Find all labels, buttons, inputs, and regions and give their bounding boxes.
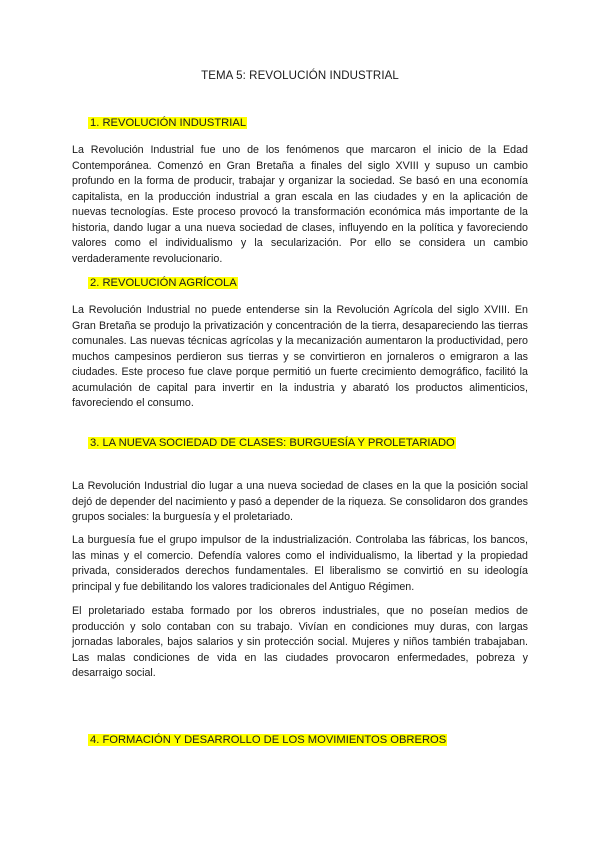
section-heading-3-text: 3. LA NUEVA SOCIEDAD DE CLASES: BURGUESÍA Y PROLETARIADO bbox=[90, 437, 455, 449]
section-3-paragraph-3: El proletariado estaba formado por los obreros industriales, que no poseían medios de producción y solo contaban con su trabajo. Vivían en condiciones muy duras, con largas jornadas laborales, bajos salarios y sin protección social. Mujeres y niños también trabajaban. Las malas condiciones de vida en las ciudades provocaron enfermedades, pobreza y desarraigo social. bbox=[72, 605, 528, 679]
document-title: TEMA 5: REVOLUCIÓN INDUSTRIAL bbox=[201, 70, 399, 82]
section-3-paragraph-2: La burguesía fue el grupo impulsor de la industrialización. Controlaba las fábricas, los bancos, las minas y el comercio. Defendía valores como el individualismo, la libertad y la propiedad privada, considerados derechos fundamentales. El liberalismo se convirtió en su ideología principal y fue debilitando los valores tradicionales del Antiguo Régimen. bbox=[72, 534, 528, 593]
section-heading-4-text: 4. FORMACIÓN Y DESARROLLO DE LOS MOVIMIENTOS OBREROS bbox=[90, 734, 447, 746]
section-heading-1 bbox=[88, 116, 247, 131]
section-heading-2 bbox=[88, 276, 238, 291]
section-3-paragraph-1: La Revolución Industrial dio lugar a una nueva sociedad de clases en la que la posición social dejó de depender del nacimiento y pasó a depender de la riqueza. Se consolidaron dos grandes grupos sociales: la burguesía y el proletariado. bbox=[72, 480, 528, 523]
section-1-paragraph-1: La Revolución Industrial fue uno de los fenómenos que marcaron el inicio de la Edad Contemporánea. Comenzó en Gran Bretaña a finales del siglo XVIII y supuso un cambio profundo en la forma de producir, trabajar y organizar la sociedad. Se basó en una economía capitalista, en la producción industrial a gran escala en las ciudades y en la aplicación de nuevas tecnologías. Este proceso provocó la transformación económica más importante de la historia, dando lugar a una nueva sociedad de clases, influyendo en la política y favoreciendo valores como el individualismo y la secularización. Por ello se considera un cambio verdaderamente revolucionario. bbox=[72, 144, 528, 265]
section-heading-3 bbox=[88, 436, 456, 451]
section-heading-1-text: 1. REVOLUCIÓN INDUSTRIAL bbox=[90, 117, 247, 129]
section-2-paragraph-1: La Revolución Industrial no puede entenderse sin la Revolución Agrícola del siglo XVIII. En Gran Bretaña se produjo la privatización y concentración de la tierra, desapareciendo las tierras comunales. Las nuevas técnicas agrícolas y la mecanización aumentaron la productividad, pero muchos campesinos perdieron sus tierras y se convirtieron en jornaleros o emigraron a las ciudades. Este proceso fue clave porque permitió un fuerte crecimiento demográfico, facilitó la acumulación de capital para invertir en la industria y abarató los productos alimenticios, favoreciendo el consumo. bbox=[72, 304, 528, 409]
section-heading-2-text: 2. REVOLUCIÓN AGRÍCOLA bbox=[90, 277, 237, 289]
section-heading-4 bbox=[88, 733, 447, 748]
